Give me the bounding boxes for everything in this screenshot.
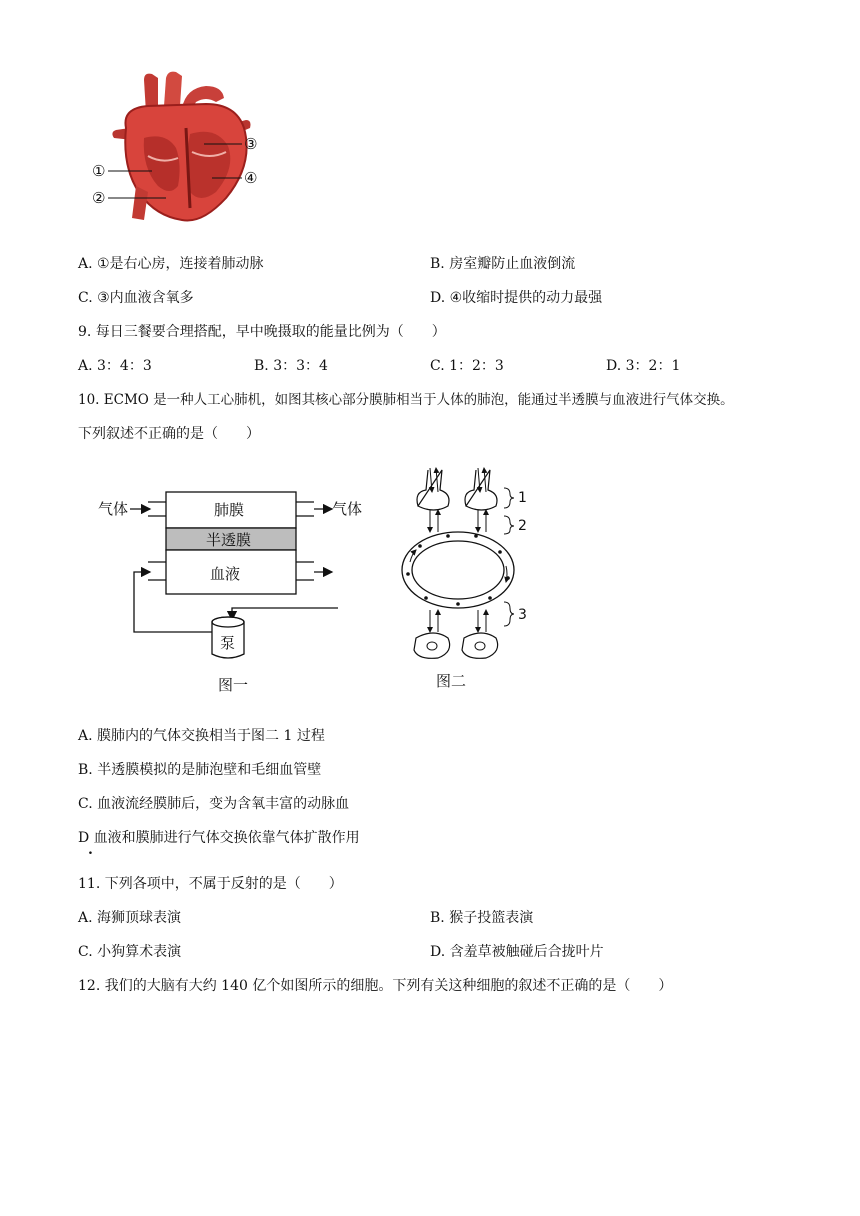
- figure-2-caption: 图二: [436, 672, 467, 690]
- q8-option-b: B. 房室瓣防止血液倒流: [430, 256, 576, 272]
- ecmo-diagram: [86, 470, 366, 700]
- q9-option-b: B. 3：3：4: [254, 358, 328, 374]
- pump-label: 泵: [220, 634, 236, 652]
- gas-in-label: 气体: [98, 500, 129, 518]
- heart-label-1: ①: [92, 162, 106, 180]
- figure-2-label-1: 1: [518, 490, 527, 506]
- ecmo-figure-2: [390, 462, 540, 698]
- q8-option-d: D. ④收缩时提供的动力最强: [430, 290, 603, 306]
- ecmo-figure-1: [86, 470, 366, 700]
- alveolus-diagram: [390, 462, 540, 698]
- heart-label-3: ③: [244, 135, 258, 153]
- q11-option-b: B. 猴子投篮表演: [430, 910, 534, 926]
- q11-option-d: D. 含羞草被触碰后合拢叶片: [430, 944, 604, 960]
- q10-option-d: D 血液和膜肺进行气体交换依靠气体扩散作用: [78, 830, 360, 846]
- semi-membrane-label: 半透膜: [206, 531, 252, 549]
- q11-option-c: C. 小狗算术表演: [78, 944, 182, 960]
- heart-illustration: [86, 68, 276, 228]
- q10-stem-line2: 下列叙述不正确的是（ ）: [78, 426, 260, 442]
- option-d-dot: .: [88, 842, 93, 858]
- gas-out-label: 气体: [332, 500, 363, 518]
- q8-option-a: A. ①是右心房，连接着肺动脉: [78, 256, 264, 272]
- heart-label-2: ②: [92, 189, 106, 207]
- q11-stem: 11. 下列各项中，不属于反射的是（ ）: [78, 876, 343, 892]
- q12-stem: 12. 我们的大脑有大约 140 亿个如图所示的细胞。下列有关这种细胞的叙述不正确的是（ ）: [78, 978, 673, 994]
- q11-option-a: A. 海狮顶球表演: [78, 910, 182, 926]
- q10-option-b: B. 半透膜模拟的是肺泡壁和毛细血管壁: [78, 762, 322, 778]
- q10-option-c: C. 血液流经膜肺后，变为含氧丰富的动脉血: [78, 796, 350, 812]
- q9-option-a: A. 3：4：3: [78, 358, 152, 374]
- figure-2-label-2: 2: [518, 518, 527, 534]
- q9-stem: 9. 每日三餐要合理搭配，早中晚摄取的能量比例为（ ）: [78, 324, 446, 340]
- q8-option-c: C. ③内血液含氧多: [78, 290, 194, 306]
- q10-stem-line1: 10. ECMO 是一种人工心肺机，如图其核心部分膜肺相当于人体的肺泡，能通过半透膜与血液进行气体交换。: [78, 392, 734, 408]
- q10-option-a: A. 膜肺内的气体交换相当于图二 1 过程: [78, 728, 325, 744]
- q9-option-d: D. 3：2：1: [606, 358, 681, 374]
- q9-option-c: C. 1：2：3: [430, 358, 504, 374]
- heart-figure: [86, 68, 276, 228]
- blood-label: 血液: [210, 565, 241, 583]
- figure-1-caption: 图一: [218, 676, 249, 694]
- lung-membrane-label: 肺膜: [214, 501, 245, 519]
- heart-label-4: ④: [244, 169, 258, 187]
- figure-2-label-3: 3: [518, 607, 527, 623]
